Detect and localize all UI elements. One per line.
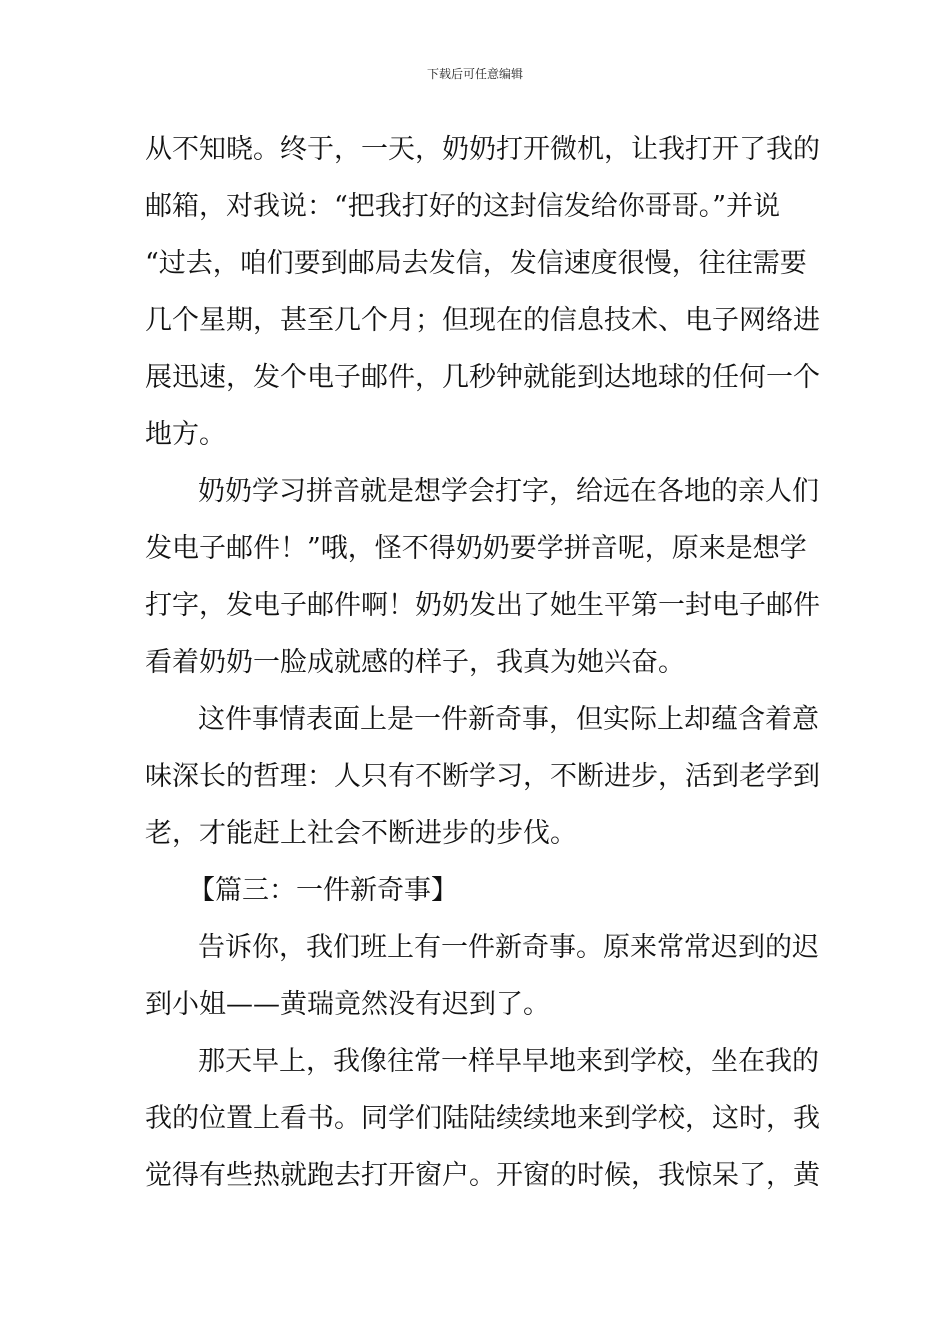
text-line: 展迅速，发个电子邮件，几秒钟就能到达地球的任何一个 — [145, 362, 820, 393]
text-line: 我的位置上看书。同学们陆陆续续地来到学校，这时，我 — [145, 1103, 820, 1134]
text-line: 邮箱，对我说：“把我打好的这封信发给你哥哥。”并说 — [145, 191, 781, 222]
text-line: 几个星期，甚至几个月；但现在的信息技术、电子网络进 — [145, 305, 820, 336]
paragraph-first-line: 这件事情表面上是一件新奇事，但实际上却蕴含着意 — [198, 704, 819, 735]
text-line: 发电子邮件！”哦，怪不得奶奶要学拼音呢，原来是想学 — [145, 533, 807, 564]
paragraph-first-line: 那天早上，我像往常一样早早地来到学校，坐在我的 — [198, 1046, 819, 1077]
text-line: 地方。 — [145, 419, 226, 450]
paragraph-first-line: 告诉你，我们班上有一件新奇事。原来常常迟到的迟 — [198, 932, 819, 963]
text-line: 老，才能赶上社会不断进步的步伐。 — [145, 818, 577, 849]
text-line: 从不知晓。终于，一天，奶奶打开微机，让我打开了我的 — [145, 134, 820, 165]
text-line: “过去，咱们要到邮局去发信，发信速度很慢，往往需要 — [145, 248, 807, 279]
text-line: 觉得有些热就跑去打开窗户。开窗的时候，我惊呆了，黄 — [145, 1160, 820, 1191]
section-heading: 【篇三：一件新奇事】 — [188, 875, 458, 906]
page-header: 下载后可任意编辑 — [426, 67, 523, 81]
text-line: 看着奶奶一脸成就感的样子，我真为她兴奋。 — [145, 647, 685, 678]
paragraph-first-line: 奶奶学习拼音就是想学会打字，给远在各地的亲人们 — [198, 476, 819, 507]
text-line: 到小姐——黄瑞竟然没有迟到了。 — [145, 989, 550, 1020]
text-line: 打字，发电子邮件啊！奶奶发出了她生平第一封电子邮件 — [145, 590, 820, 621]
text-line: 味深长的哲理：人只有不断学习，不断进步，活到老学到 — [145, 761, 820, 792]
